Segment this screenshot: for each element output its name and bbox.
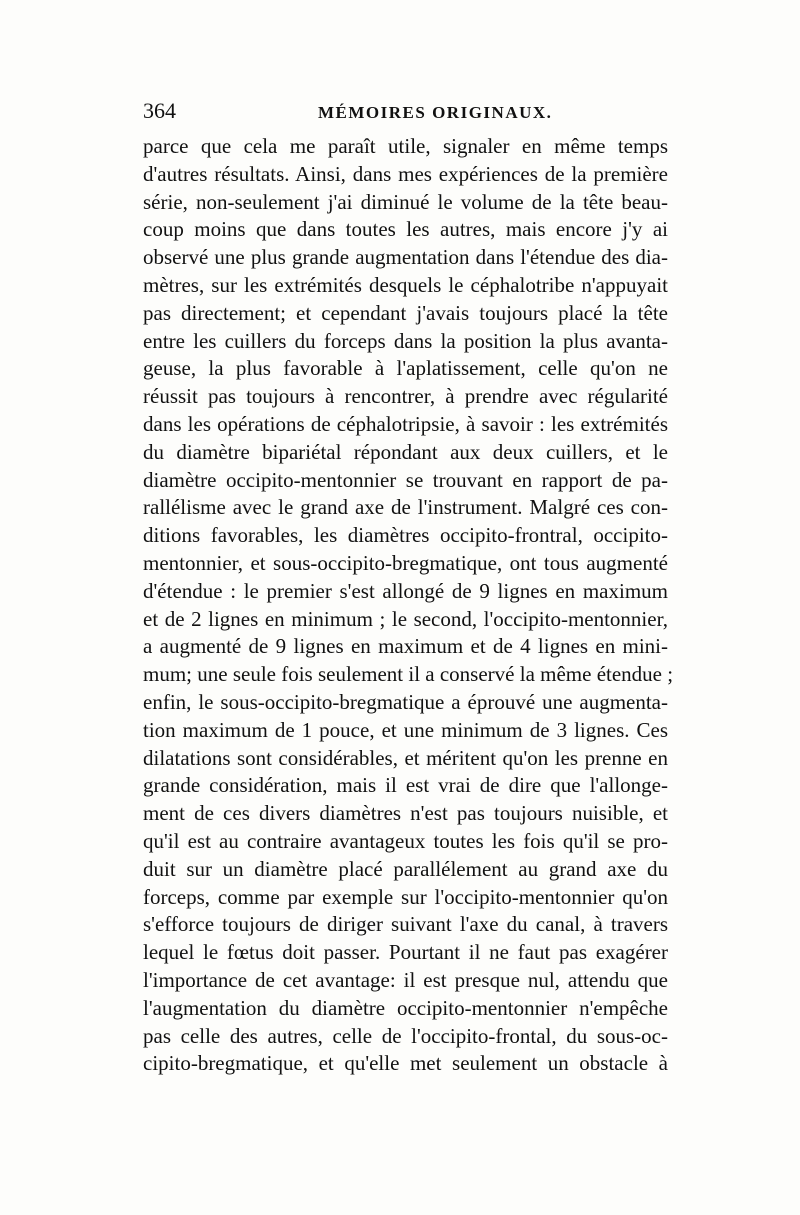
page-number: 364 [143, 98, 176, 123]
text-line: du diamètre bipariétal répondant aux deux cuillers, et le [143, 439, 668, 464]
text-line: parce que cela me paraît utile, signaler en même temps [143, 134, 668, 158]
text-line: forceps, comme par exemple sur l'occipito-mentonnier qu'on [143, 884, 668, 909]
text-line: tion maximum de 1 pouce, et une minimum de 3 lignes. Ces [143, 717, 668, 742]
text-line: ditions favorables, les diamètres occipito-frontral, occipito- [143, 523, 668, 548]
text-line: enfin, le sous-occipito-bregmatique a éprouvé une augmenta- [143, 689, 668, 714]
text-line: cipito-bregmatique, et qu'elle met seulement un obstacle à [143, 1051, 668, 1076]
running-head [143, 96, 668, 126]
text-line: lequel le fœtus doit passer. Pourtant il ne faut pas exagérer [143, 940, 668, 965]
text-line: dans les opérations de céphalotripsie, à savoir : les extrémités [143, 411, 668, 436]
text-line: duit sur un diamètre placé parallélement au grand axe du [143, 856, 668, 881]
running-title: MÉMOIRES ORIGINAUX. [318, 103, 553, 122]
text-line: geuse, la plus favorable à l'aplatissement, celle qu'on ne [143, 356, 668, 381]
text-line: réussit pas toujours à rencontrer, à prendre avec régularité [143, 384, 668, 409]
text-line: mentonnier, et sous-occipito-bregmatique, ont tous augmenté [143, 550, 668, 575]
text-line: qu'il est au contraire avantageux toutes les fois qu'il se pro- [143, 828, 668, 853]
text-line: a augmenté de 9 lignes en maximum et de 4 lignes en mini- [143, 634, 668, 659]
text-line: et de 2 lignes en minimum ; le second, l'occipito-mentonnier, [143, 606, 668, 631]
text-line: entre les cuillers du forceps dans la position la plus avanta- [143, 328, 668, 353]
text-line: observé une plus grande augmentation dans l'étendue des dia- [143, 245, 668, 270]
text-line: ment de ces divers diamètres n'est pas toujours nuisible, et [143, 801, 668, 826]
text-line: l'importance de cet avantage: il est presque nul, attendu que [143, 967, 668, 992]
text-line: mum; une seule fois seulement il a conservé la même étendue ; [143, 662, 674, 687]
text-line: série, non-seulement j'ai diminué le volume de la tête beau- [143, 189, 668, 214]
text-line: dilatations sont considérables, et méritent qu'on les prenne en [143, 745, 668, 770]
text-line: grande considération, mais il est vrai de dire que l'allonge- [143, 773, 668, 798]
text-line: coup moins que dans toutes les autres, mais encore j'y ai [143, 217, 668, 242]
text-line: s'efforce toujours de diriger suivant l'axe du canal, à travers [143, 912, 668, 937]
text-line: d'étendue : le premier s'est allongé de 9 lignes en maximum [143, 578, 668, 603]
text-line: d'autres résultats. Ainsi, dans mes expériences de la première [143, 161, 668, 186]
text-line: rallélisme avec le grand axe de l'instrument. Malgré ces con- [143, 495, 668, 520]
text-line: l'augmentation du diamètre occipito-mentonnier n'empêche [143, 995, 668, 1020]
body-text [143, 133, 674, 1078]
text-line: pas celle des autres, celle de l'occipito-frontal, du sous-oc- [143, 1023, 668, 1048]
text-line: mètres, sur les extrémités desquels le céphalotribe n'appuyait [143, 272, 668, 297]
text-line: diamètre occipito-mentonnier se trouvant en rapport de pa- [143, 467, 668, 492]
text-line: pas directement; et cependant j'avais toujours placé la tête [143, 300, 668, 325]
